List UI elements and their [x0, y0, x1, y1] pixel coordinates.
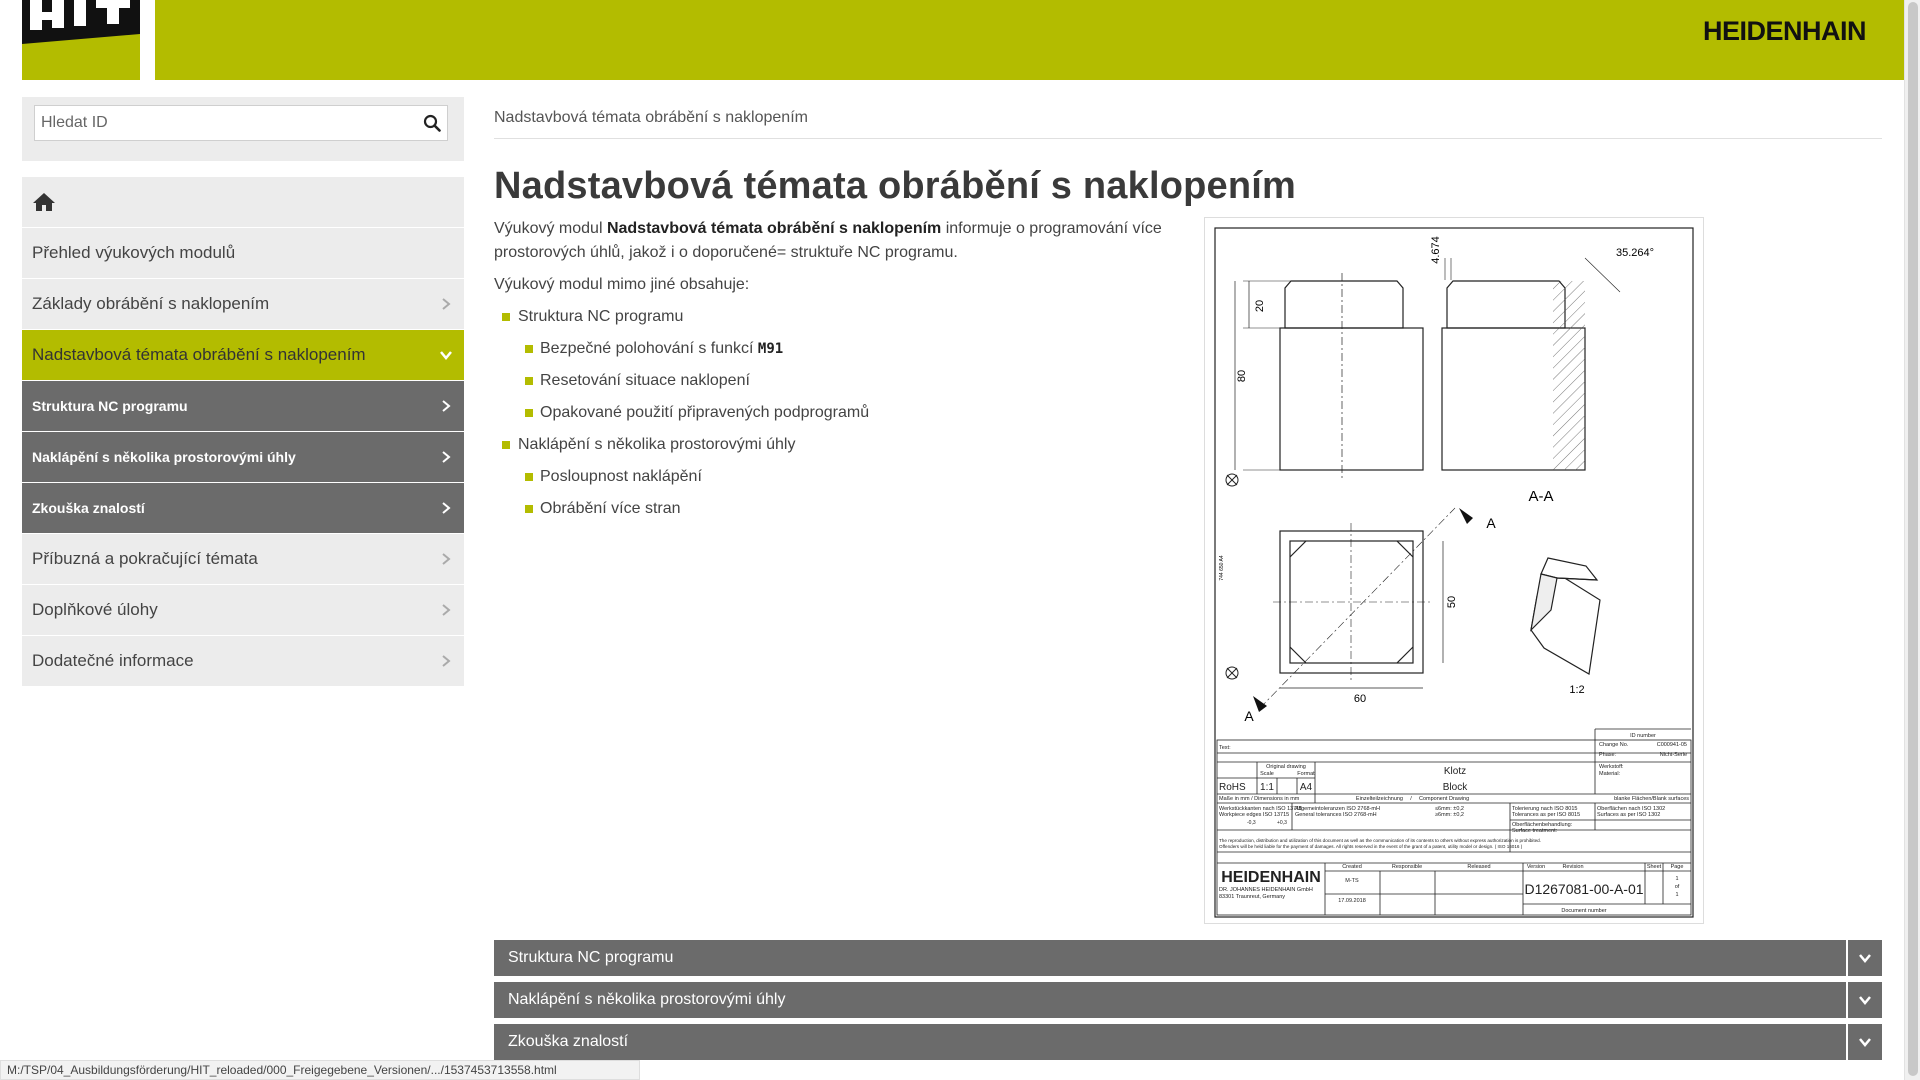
list-item: Struktura NC programu: [494, 305, 1194, 329]
sidebar-item-label: Přehled výukových modulů: [32, 243, 236, 262]
tb-change-no: C000941-05: [1656, 742, 1687, 748]
intro-text-rest: informuje o programování více prostorových úhlů, jakož i o doporučené= struktuře NC programu.: [494, 220, 1162, 261]
sidebar-subitem-quiz[interactable]: [22, 483, 464, 534]
technical-drawing[interactable]: [1204, 217, 1704, 924]
iso-view: [1531, 558, 1600, 674]
chevron-right-icon: [438, 296, 454, 312]
chevron-right-icon: [438, 653, 454, 669]
tb-rohs: RoHS: [1219, 782, 1246, 793]
accordion-label: Naklápění s několika prostorovými úhly: [508, 991, 786, 1008]
tb-slash: /: [1410, 796, 1412, 802]
tb-masse: Maße in mm / Dimensions in mm: [1219, 796, 1300, 802]
chevron-down-icon: [1857, 950, 1873, 966]
sidebar-item-label: Dodatečné informace: [32, 651, 194, 670]
vertical-scrollbar[interactable]: [1904, 0, 1920, 1080]
tb-date: 17.09.2018: [1338, 898, 1366, 904]
tb-company1: DR. JOHANNES HEIDENHAIN GmbH: [1219, 887, 1313, 893]
intro-text: Výukový modul: [494, 220, 607, 237]
tb-blank: blanke Flächen/Blank surfaces: [1614, 796, 1689, 802]
tb-format-label: Format: [1297, 771, 1315, 777]
dim-angle: 35.264°: [1615, 247, 1655, 259]
tb-component: Component Drawing: [1419, 796, 1470, 802]
list-item-text: Bezpečné polohování s funkcí: [540, 340, 758, 357]
chevron-down-icon: [1857, 992, 1873, 1008]
tb-text-label: Text:: [1219, 745, 1231, 751]
list-item: [494, 337, 1194, 361]
chevron-down-icon: [438, 347, 454, 363]
list-item: Resetování situace naklopení: [494, 369, 1194, 393]
tb-original: Original drawing: [1266, 764, 1306, 770]
tb-scale-label: Scale: [1260, 771, 1274, 777]
sidebar-item-additional-tasks[interactable]: [22, 585, 464, 636]
tb-t2: ≥6mm: ±0,2: [1435, 812, 1464, 818]
sidebar-item-home[interactable]: [22, 177, 464, 228]
tb-tol2: Tolerances as per ISO 8015: [1512, 812, 1581, 818]
tb-docnum-label: Document number: [1561, 908, 1607, 914]
tb-repro2: Offenders will be held liable for the payment of damages. All rights reserved in the event of the grant of a patent, utility model or design. ( ISO 16016 ): [1219, 844, 1523, 849]
intro-paragraph: [494, 217, 1194, 265]
main-content: [494, 97, 1882, 1050]
tb-material: Material:: [1599, 771, 1621, 777]
list-item: Posloupnost naklápění: [494, 465, 1194, 489]
chevron-right-icon: [438, 449, 454, 465]
hit-logo[interactable]: [22, 0, 140, 80]
section-label: A-A: [1528, 488, 1554, 505]
sidebar-item-basics[interactable]: [22, 279, 464, 330]
tb-of2: Surfaces as per ISO 1302: [1597, 812, 1661, 818]
accordion-toggle[interactable]: [1846, 982, 1882, 1018]
sidebar-item-label: Zkouška znalostí: [32, 500, 145, 516]
chevron-right-icon: [438, 551, 454, 567]
intro-module-name: Nadstavbová témata obrábění s naklopením: [606, 220, 942, 237]
dim-80: 80: [1236, 369, 1248, 383]
sidebar-item-label: Naklápění s několika prostorovými úhly: [32, 449, 296, 465]
section-mark-bottom: A: [1244, 708, 1254, 724]
sidebar-subitem-nc-structure[interactable]: [22, 381, 464, 432]
dim-60: 60: [1353, 693, 1367, 705]
sidebar-item-label: Nadstavbová témata obrábění s naklopením: [32, 345, 366, 364]
chevron-right-icon: [438, 398, 454, 414]
tb-t1: ≤6mm: ±0,2: [1435, 806, 1464, 812]
sidebar-item-label: Struktura NC programu: [32, 398, 188, 414]
dim-20: 20: [1254, 299, 1266, 313]
tb-page: Page: [1670, 864, 1684, 870]
tb-ag1: Allgemeintoleranzen ISO 2768-mH: [1295, 806, 1380, 812]
tb-format: A4: [1299, 782, 1313, 793]
header: [0, 0, 1904, 80]
tb-brand: HEIDENHAIN: [1221, 869, 1321, 886]
dim-4674: 4.674: [1430, 236, 1442, 264]
tb-sheet: Sheet: [1646, 864, 1662, 870]
tb-of1: Oberflächen nach ISO 1302: [1597, 806, 1666, 812]
tb-creator: M-TS: [1345, 878, 1359, 884]
tb-repro: The reproduction, distribution and utilization of this document as well as the communication of its contents to others without express authorization is prohibited.: [1219, 838, 1541, 843]
sidebar-item-advanced[interactable]: [22, 330, 464, 381]
tb-ofb2: Surface treatment:: [1512, 828, 1558, 834]
tb-wk1: Werkstückkanten nach ISO 13715: [1219, 806, 1303, 812]
top-view: [1260, 508, 1455, 708]
heidenhain-brand[interactable]: HEIDENHAIN: [1702, 16, 1866, 46]
accordion-label: Struktura NC programu: [508, 949, 674, 966]
sidebar-item-related[interactable]: [22, 534, 464, 585]
tb-responsible: Responsible: [1391, 864, 1423, 870]
crosshair-icon: [1226, 474, 1238, 679]
header-bar: [155, 0, 1904, 80]
sidebar-subitem-multi-angle[interactable]: [22, 432, 464, 483]
section-view: [1442, 258, 1620, 470]
section-mark-top: A: [1486, 515, 1496, 531]
accordion-multi-angle[interactable]: [494, 982, 1882, 1018]
tb-company2: 83301 Traunreut, Germany: [1219, 894, 1286, 900]
tb-docnum: D1267081-00-A-01: [1524, 881, 1644, 897]
accordion-toggle[interactable]: [1846, 1024, 1882, 1060]
section-arrow-bottom: [1253, 696, 1267, 712]
tb-ag2: General tolerances ISO 2768-mH: [1295, 812, 1377, 818]
section-arrow-top: [1459, 508, 1473, 524]
tb-phase-label: Phase:: [1599, 752, 1617, 758]
tb-id-number: ID number: [1630, 733, 1656, 739]
tb-wk2: Workpiece edges ISO 13715: [1219, 812, 1290, 818]
home-icon: [32, 192, 56, 212]
sidebar-item-label: Příbuzná a pokračující témata: [32, 549, 258, 568]
tb-e2: +0,3: [1277, 820, 1287, 826]
tb-created: Created: [1342, 864, 1362, 870]
tb-page-num: 1: [1675, 876, 1679, 882]
iso-scale: 1:2: [1569, 684, 1585, 696]
module-intro: [494, 217, 1194, 529]
title-block-text: [1219, 733, 1689, 914]
list-item: Opakované použití připravených podprogramů: [494, 401, 1194, 425]
tb-phase: Nicht-Serie: [1659, 752, 1687, 758]
tb-released: Released: [1467, 864, 1491, 870]
search-input[interactable]: [35, 106, 415, 140]
tb-name-de: Klotz: [1443, 766, 1467, 777]
search-box: [34, 105, 448, 141]
tb-tol1: Tolerierung nach ISO 8015: [1512, 806, 1578, 812]
tb-einzel: Einzelteilzeichnung: [1355, 796, 1403, 802]
scrollbar-thumb[interactable]: [1908, 2, 1918, 1076]
m91-code: M91: [757, 341, 784, 357]
search-panel: [22, 97, 464, 161]
accordion-quiz[interactable]: [494, 1024, 1882, 1060]
contains-label: Výukový modul mimo jiné obsahuje:: [494, 276, 750, 293]
search-icon[interactable]: [423, 114, 441, 132]
list-item: Naklápění s několika prostorovými úhly: [494, 433, 1194, 457]
tb-revision: Revision: [1562, 864, 1584, 870]
accordion-toggle[interactable]: [1846, 940, 1882, 976]
side-code: 744 650 A4: [1219, 555, 1225, 581]
sidebar-nav: [22, 177, 464, 687]
sidebar-item-label: Základy obrábění s naklopením: [32, 294, 270, 313]
chevron-right-icon: [438, 602, 454, 618]
accordion-nc-structure[interactable]: [494, 940, 1882, 976]
chevron-right-icon: [438, 500, 454, 516]
tb-change-no-label: Change No.: [1599, 742, 1629, 748]
sidebar-item-overview[interactable]: [22, 228, 464, 279]
sidebar: [22, 97, 464, 687]
chevron-down-icon: [1857, 1034, 1873, 1050]
hit-logo-graphic: [22, 0, 140, 80]
tb-page-total: 1: [1675, 892, 1679, 898]
tb-name-en: Block: [1442, 782, 1468, 793]
topic-list: [494, 305, 1194, 521]
tb-e1: -0,3: [1247, 820, 1256, 826]
list-item: Obrábění více stran: [494, 497, 1194, 521]
drawing-canvas: [1205, 218, 1705, 925]
tb-scale: 1:1: [1260, 782, 1274, 793]
sidebar-item-label: Doplňkové úlohy: [32, 600, 158, 619]
dim-50: 50: [1446, 595, 1458, 609]
status-bar-url: M:/TSP/04_Ausbildungsförderung/HIT_reloaded/000_Freigegebene_Versionen/.../1537453713558.html: [0, 1060, 640, 1080]
breadcrumb: Nadstavbová témata obrábění s naklopením: [494, 97, 1882, 139]
accordion-label: Zkouška znalostí: [508, 1033, 629, 1050]
tb-werkstoff: Werkstoff:: [1599, 764, 1624, 770]
tb-version: Version: [1526, 864, 1546, 870]
page-title: Nadstavbová témata obrábění s naklopením: [494, 165, 1297, 207]
sidebar-item-extra-info[interactable]: [22, 636, 464, 687]
tb-of: of: [1674, 884, 1680, 890]
tb-ofb1: Oberflächenbehandlung:: [1512, 822, 1573, 828]
